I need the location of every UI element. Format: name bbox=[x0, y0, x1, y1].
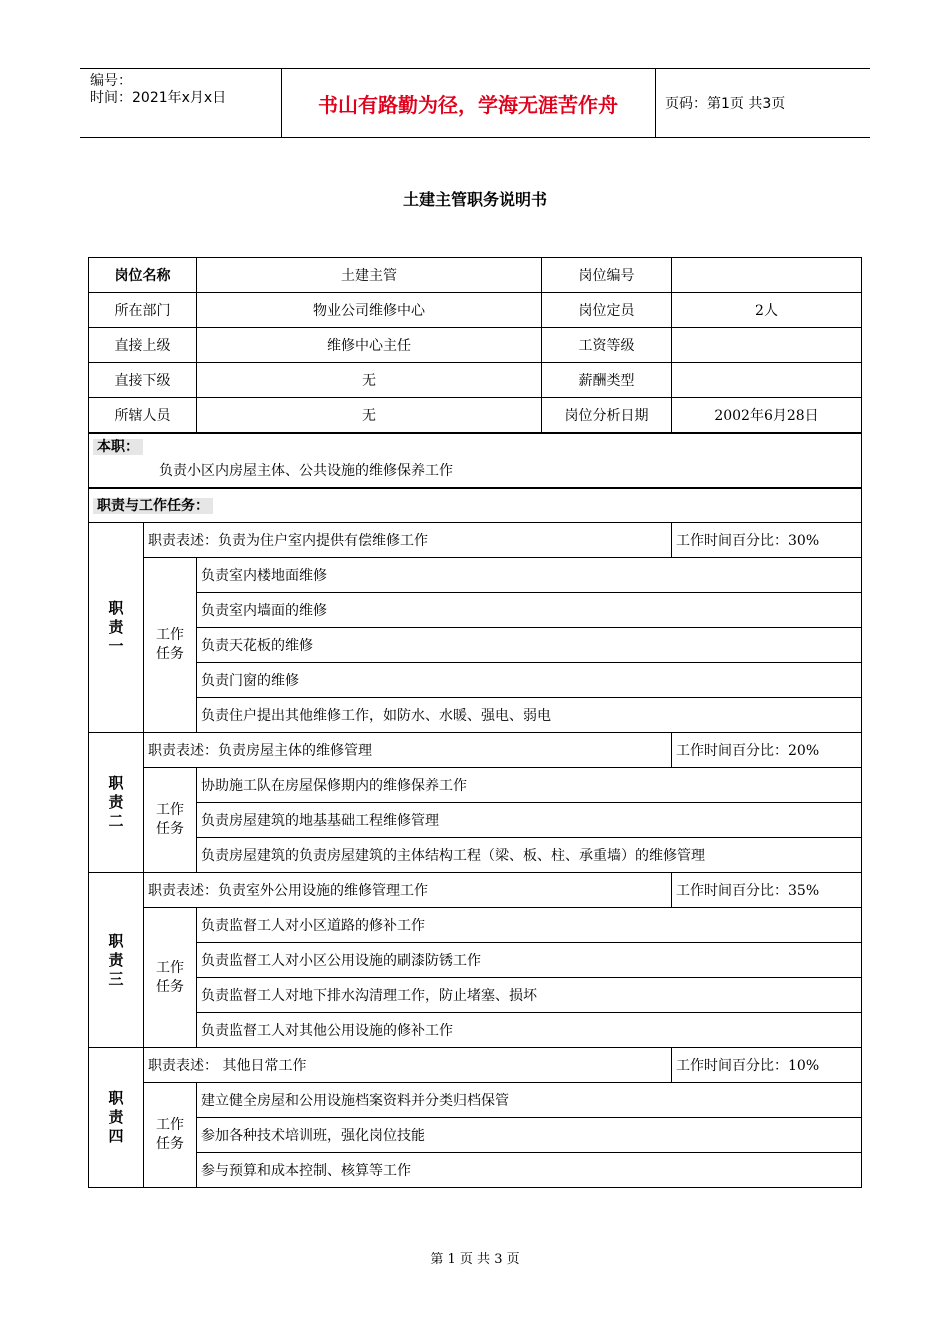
task-item: 负责监督工人对其他公用设施的修补工作 bbox=[197, 1013, 862, 1048]
task-item: 参加各种技术培训班，强化岗位技能 bbox=[197, 1118, 862, 1153]
duty-percent: 工作时间百分比：30% bbox=[672, 523, 862, 558]
task-item: 负责天花板的维修 bbox=[197, 628, 862, 663]
task-label: 工作 任务 bbox=[144, 768, 197, 873]
task-row bbox=[89, 593, 862, 628]
field-value bbox=[672, 328, 862, 363]
field-value: 维修中心主任 bbox=[197, 328, 542, 363]
header-meta bbox=[90, 73, 226, 107]
duty-statement-row bbox=[89, 873, 862, 908]
task-item: 负责室内楼地面维修 bbox=[197, 558, 862, 593]
time-label: 时间：2021年x月x日 bbox=[90, 90, 227, 106]
field-value bbox=[672, 363, 862, 398]
task-row bbox=[89, 803, 862, 838]
task-item: 协助施工队在房屋保修期内的维修保养工作 bbox=[197, 768, 862, 803]
field-value: 无 bbox=[197, 363, 542, 398]
table-row bbox=[89, 363, 862, 398]
task-item: 负责监督工人对小区道路的修补工作 bbox=[197, 908, 862, 943]
task-item: 负责门窗的维修 bbox=[197, 663, 862, 698]
duty-statement-row bbox=[89, 1048, 862, 1083]
field-value: 无 bbox=[197, 398, 542, 433]
field-label: 所辖人员 bbox=[89, 398, 197, 433]
task-item: 负责室内墙面的维修 bbox=[197, 593, 862, 628]
task-item: 负责房屋建筑的负责房屋建筑的主体结构工程（梁、板、柱、承重墙）的维修管理 bbox=[197, 838, 862, 873]
serial-label: 编号： bbox=[90, 73, 132, 89]
field-label: 岗位分析日期 bbox=[542, 398, 672, 433]
field-label: 岗位编号 bbox=[542, 258, 672, 293]
task-row bbox=[89, 838, 862, 873]
task-item: 负责监督工人对小区公用设施的刷漆防锈工作 bbox=[197, 943, 862, 978]
header-page-label: 页码：第1页 共3页 bbox=[665, 96, 786, 112]
document-title: 土建主管职务说明书 bbox=[402, 190, 547, 209]
duty-statement-row bbox=[89, 733, 862, 768]
task-item: 建立健全房屋和公用设施档案资料并分类归档保管 bbox=[197, 1083, 862, 1118]
task-row bbox=[89, 908, 862, 943]
duty-statement-row bbox=[89, 523, 862, 558]
task-item: 负责住户提出其他维修工作，如防水、水暖、强电、弱电 bbox=[197, 698, 862, 733]
duties-header-cell bbox=[89, 488, 862, 523]
summary-label: 本职： bbox=[93, 439, 143, 455]
task-label: 工作 任务 bbox=[144, 1083, 197, 1188]
duty-percent: 工作时间百分比：20% bbox=[672, 733, 862, 768]
header-motto: 书山有路勤为径，学海无涯苦作舟 bbox=[318, 92, 618, 117]
task-row bbox=[89, 698, 862, 733]
summary-row bbox=[89, 433, 862, 488]
job-description-table bbox=[88, 257, 862, 1188]
field-value: 2002年6月28日 bbox=[672, 398, 862, 433]
field-value: 物业公司维修中心 bbox=[197, 293, 542, 328]
task-row bbox=[89, 628, 862, 663]
duty-name: 职 责 二 bbox=[89, 733, 144, 873]
task-item: 负责房屋建筑的地基基础工程维修管理 bbox=[197, 803, 862, 838]
table-row bbox=[89, 258, 862, 293]
duty-statement: 职责表述： 其他日常工作 bbox=[144, 1048, 672, 1083]
duty-statement: 职责表述：负责为住户室内提供有偿维修工作 bbox=[144, 523, 672, 558]
field-value: 2人 bbox=[672, 293, 862, 328]
table-row bbox=[89, 328, 862, 363]
duty-name: 职 责 一 bbox=[89, 523, 144, 733]
task-row bbox=[89, 1153, 862, 1188]
field-label: 岗位定员 bbox=[542, 293, 672, 328]
summary-text: 负责小区内房屋主体、公共设施的维修保养工作 bbox=[159, 462, 453, 479]
task-label: 工作 任务 bbox=[144, 908, 197, 1048]
task-row bbox=[89, 1083, 862, 1118]
page-header bbox=[80, 68, 870, 138]
task-row bbox=[89, 558, 862, 593]
duty-name: 职 责 四 bbox=[89, 1048, 144, 1188]
task-item: 负责监督工人对地下排水沟清理工作，防止堵塞、损坏 bbox=[197, 978, 862, 1013]
header-divider bbox=[655, 69, 656, 137]
field-value bbox=[672, 258, 862, 293]
task-row bbox=[89, 1013, 862, 1048]
task-row bbox=[89, 768, 862, 803]
summary-cell bbox=[89, 433, 862, 488]
duty-percent: 工作时间百分比：10% bbox=[672, 1048, 862, 1083]
table-row bbox=[89, 398, 862, 433]
field-label: 直接上级 bbox=[89, 328, 197, 363]
duties-header-row bbox=[89, 488, 862, 523]
duty-statement: 职责表述：负责房屋主体的维修管理 bbox=[144, 733, 672, 768]
field-value: 土建主管 bbox=[197, 258, 542, 293]
field-label: 所在部门 bbox=[89, 293, 197, 328]
task-row bbox=[89, 1118, 862, 1153]
field-label: 直接下级 bbox=[89, 363, 197, 398]
field-label: 薪酬类型 bbox=[542, 363, 672, 398]
duty-percent: 工作时间百分比：35% bbox=[672, 873, 862, 908]
task-row bbox=[89, 943, 862, 978]
task-row bbox=[89, 978, 862, 1013]
table-row bbox=[89, 293, 862, 328]
duty-name: 职 责 三 bbox=[89, 873, 144, 1048]
field-label: 岗位名称 bbox=[89, 258, 197, 293]
task-label: 工作 任务 bbox=[144, 558, 197, 733]
field-label: 工资等级 bbox=[542, 328, 672, 363]
duties-label: 职责与工作任务： bbox=[93, 498, 213, 514]
page-footer: 第 1 页 共 3 页 bbox=[430, 1252, 520, 1267]
duty-statement: 职责表述：负责室外公用设施的维修管理工作 bbox=[144, 873, 672, 908]
task-item: 参与预算和成本控制、核算等工作 bbox=[197, 1153, 862, 1188]
task-row bbox=[89, 663, 862, 698]
